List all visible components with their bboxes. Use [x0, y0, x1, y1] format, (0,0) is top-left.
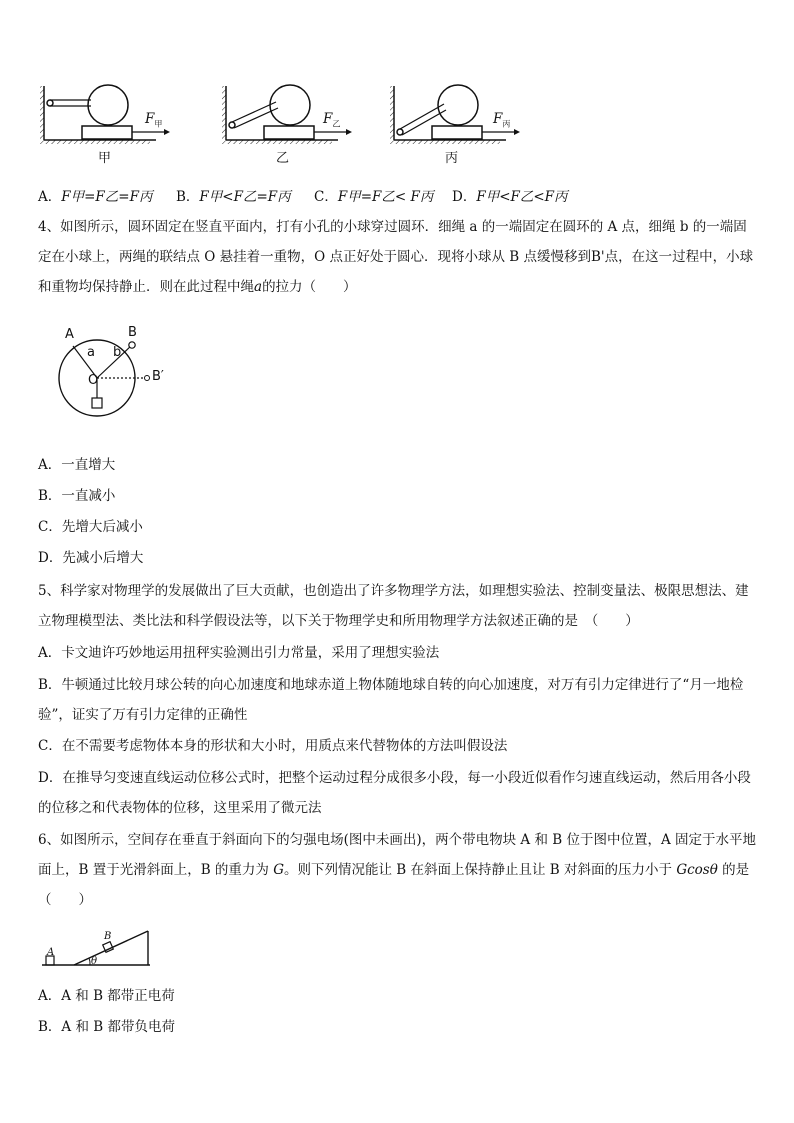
q4-label-O: O [88, 373, 99, 388]
q3-option-b: B．F甲<F乙=F丙 [176, 189, 291, 205]
force-label-yi: $F_乙$ [323, 111, 341, 129]
q4-label-Bp: B′ [152, 369, 164, 384]
q3-option-d: D．F甲<F乙<F丙 [452, 189, 568, 205]
force-label-jia: $F_甲$ [145, 111, 163, 129]
figure-q4 [55, 320, 185, 425]
q4-option-a: A．一直增大 [38, 457, 116, 473]
q4-stem: 4、如图所示，圆环固定在竖直平面内，打有小孔的小球穿过圆环．细绳 a 的一端固定在圆环的 A 点，细绳 b 的一端固定在小球上，两绳的联结点 O 悬挂着一重物，O 点正好处于圆心．现将小球从 B 点缓慢移到B'点，在这一过程中，小球和重物均保持静止．则在此过程中绳a的拉力（ ） [38, 219, 754, 295]
q4-label-B: B [128, 325, 137, 340]
q5-stem: 5、科学家对物理学的发展做出了巨大贡献，也创造出了许多物理学方法，如理想实验法、控制变量法、极限思想法、建立物理模型法、类比法和科学假设法等，以下关于物理学史和所用物理学方法叙述正确的是 （ ） [38, 583, 749, 629]
q5-option-d: D．在推导匀变速直线运动位移公式时，把整个运动过程分成很多小段，每一小段近似看作匀速直线运动，然后用各小段的位移之和代表物体的位移，这里采用了微元法 [38, 770, 751, 816]
caption-bing: 丙 [445, 151, 459, 166]
q6-label-B: B [104, 931, 112, 942]
q6-label-A: A [47, 947, 55, 958]
q6-option-a: A．A 和 B 都带正电荷 [38, 988, 175, 1004]
q4-option-c: C．先增大后减小 [38, 519, 143, 535]
q4-option-d: D．先减小后增大 [38, 550, 144, 566]
q6-stem: 6、如图所示，空间存在垂直于斜面向下的匀强电场(图中未画出)，两个带电物块 A 和 B 位于图中位置，A 固定于水平地面上，B 置于光滑斜面上，B 的重力为 G。则下列情况能让 B 在斜面上保持静止且让 B 对斜面的压力小于 Gcosθ 的是（ ） [38, 832, 756, 908]
q6-label-theta: θ [91, 956, 98, 967]
q5-option-b: B．牛顿通过比较月球公转的向心加速度和地球赤道上物体随地球自转的向心加速度，对万有引力定律进行了“月一地检验”，证实了万有引力定律的正确性 [38, 677, 744, 723]
q5-option-c: C．在不需要考虑物体本身的形状和大小时，用质点来代替物体的方法叫假设法 [38, 738, 508, 754]
caption-yi: 乙 [276, 151, 290, 166]
caption-jia: 甲 [98, 151, 112, 166]
q5-option-a: A．卡文迪许巧妙地运用扭秤实验测出引力常量，采用了理想实验法 [38, 645, 440, 661]
q4-option-b: B．一直减小 [38, 488, 116, 504]
force-label-bing: $F_丙$ [493, 111, 511, 129]
q4-label-b: b [113, 345, 122, 360]
q3-option-c: C．F甲=F乙< F丙 [314, 189, 434, 205]
q6-option-b: B．A 和 B 都带负电荷 [38, 1019, 175, 1035]
q4-label-A: A [65, 327, 74, 342]
q3-option-a: A．F甲=F乙=F丙 [38, 189, 153, 205]
q4-label-a: a [87, 345, 95, 360]
figure-q6 [40, 925, 160, 970]
